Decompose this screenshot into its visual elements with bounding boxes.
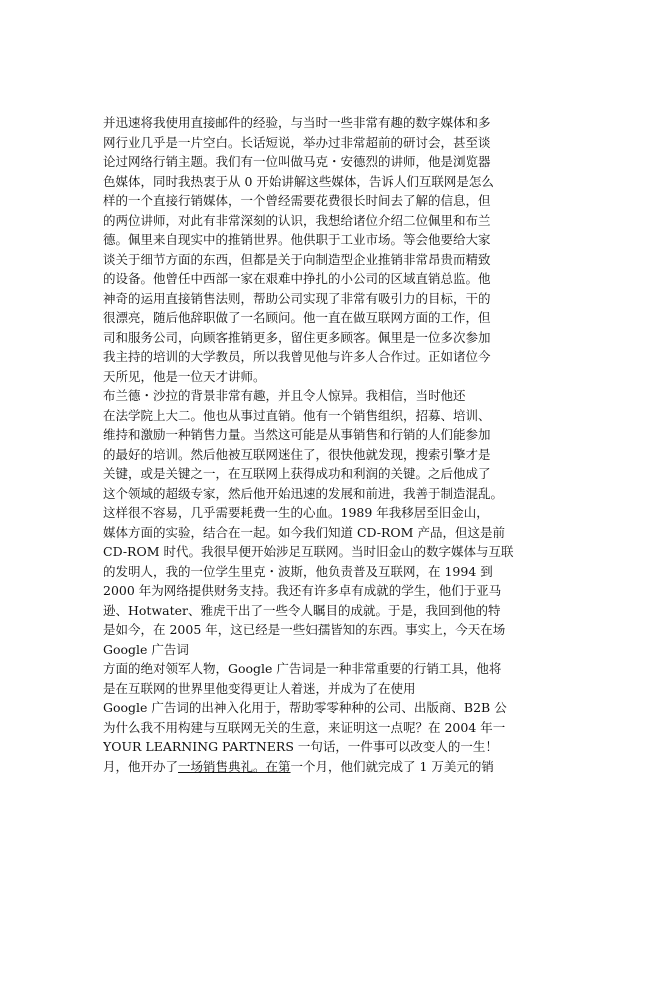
text-line: 这个领域的超级专家，然后他开始迅速的发展和前进，我善于制造混乱。 (103, 485, 504, 501)
text-line: 的发明人，我的一位学生里克・波斯，他负责普及互联网，在 1994 到 (103, 563, 493, 579)
text-line: 谈关于细节方面的东西，但都是关于向制造型企业推销非常昂贵而精致 (103, 251, 491, 267)
text-line: 我主持的培训的大学教员，所以我曾见他与许多人合作过。正如诸位今 (103, 349, 491, 364)
text-line: 样的一个直接行销媒体，一个曾经需要花费很长时间去了解的信息，但 (103, 193, 491, 208)
text-line: 的最好的培训。然后他被互联网迷住了，很快他就发现，搜索引擎才是 (103, 446, 491, 462)
text-line: 色媒体，同时我热衷于从 0 开始讲解这些媒体，告诉人们互联网是怎么 (103, 173, 494, 189)
text-line: CD-ROM 时代。我很早便开始涉足互联网。当时旧金山的数字媒体与互联 (103, 544, 514, 559)
text-line: Google 广告词的出神入化用于，帮助零零种种的公司、出版商、B2B 公 (103, 700, 507, 715)
text-line: 为什么我不用构建与互联网无关的生意，来证明这一点呢？在 2004 年一 (103, 719, 506, 735)
text-line: 媒体方面的实验，结合在一起。如今我们知道 CD-ROM 产品，但这是前 (103, 524, 505, 540)
text-line: 论过网络行销主题。我们有一位叫做马克・安德烈的讲师，他是浏览器 (103, 154, 491, 169)
text-line: 网行业几乎是一片空白。长话短说，举办过非常超前的研讨会，甚至谈 (103, 134, 491, 150)
text-line: YOUR LEARNING PARTNERS 一句话，一件事可以改变人的一生！ (103, 739, 498, 754)
text-line: 天所见，他是一位天才讲师。 (103, 368, 266, 384)
text-line: 布兰德・沙拉的背景非常有趣，并且令人惊异。我相信，当时他还 (103, 388, 466, 403)
underlined-text: 一场销售典礼。在第 (178, 758, 291, 774)
text-line: 很漂亮，随后他辞职做了一名顾问。他一直在做互联网方面的工作，但 (103, 310, 491, 325)
text-line: 德。佩里来自现实中的推销世界。他供职于工业市场。等会他要给大家 (103, 232, 491, 247)
text-line: 方面的绝对领军人物，Google 广告词是一种非常重要的行销工具，他将 (103, 661, 502, 676)
text-span-after: 一个月，他们就完成了 1 万美元的销 (290, 758, 494, 774)
text-line: 的两位讲师，对此有非常深刻的认识，我想给诸位介绍二位佩里和布兰 (103, 212, 491, 228)
text-line: 的设备。他曾任中西部一家在艰难中挣扎的小公司的区域直销总监。他 (103, 271, 491, 286)
document-page (103, 113, 523, 776)
text-line-last (103, 757, 523, 777)
text-line: 2000 年为网络提供财务支持。我还有许多卓有成就的学生，他们于亚马 (103, 583, 502, 598)
text-line: 是在互联网的世界里他变得更让人着迷，并成为了在使用 (103, 680, 416, 696)
text-line: 是如今，在 2005 年，这已经是一些妇孺皆知的东西。事实上，今天在场 (103, 622, 506, 637)
text-line: 神奇的运用直接销售法则，帮助公司实现了非常有吸引力的目标，干的 (103, 290, 491, 306)
text-span-before: 月，他开办了 (103, 758, 179, 774)
text-line: 并迅速将我使用直接邮件的经验，与当时一些非常有趣的数字媒体和多 (103, 115, 491, 130)
text-line: 这样很不容易，几乎需要耗费一生的心血。1989 年我移居至旧金山， (103, 505, 489, 520)
text-line: 维持和激励一种销售力量。当然这可能是从事销售和行销的人们能参加 (103, 427, 491, 442)
text-line: 关键，或是关键之一，在互联网上获得成功和利润的关键。之后他成了 (103, 466, 491, 481)
text-line: 司和服务公司，向顾客推销更多，留住更多顾客。佩里是一位多次参加 (103, 329, 491, 345)
text-line: 在法学院上大二。他也从事过直销。他有一个销售组织，招募、培训、 (103, 407, 491, 423)
text-body (103, 113, 523, 757)
text-line: Google 广告词 (103, 641, 189, 657)
text-line: 逊、Hotwater、雅虎干出了一些令人瞩目的成就。于是，我回到他的特 (103, 602, 501, 618)
